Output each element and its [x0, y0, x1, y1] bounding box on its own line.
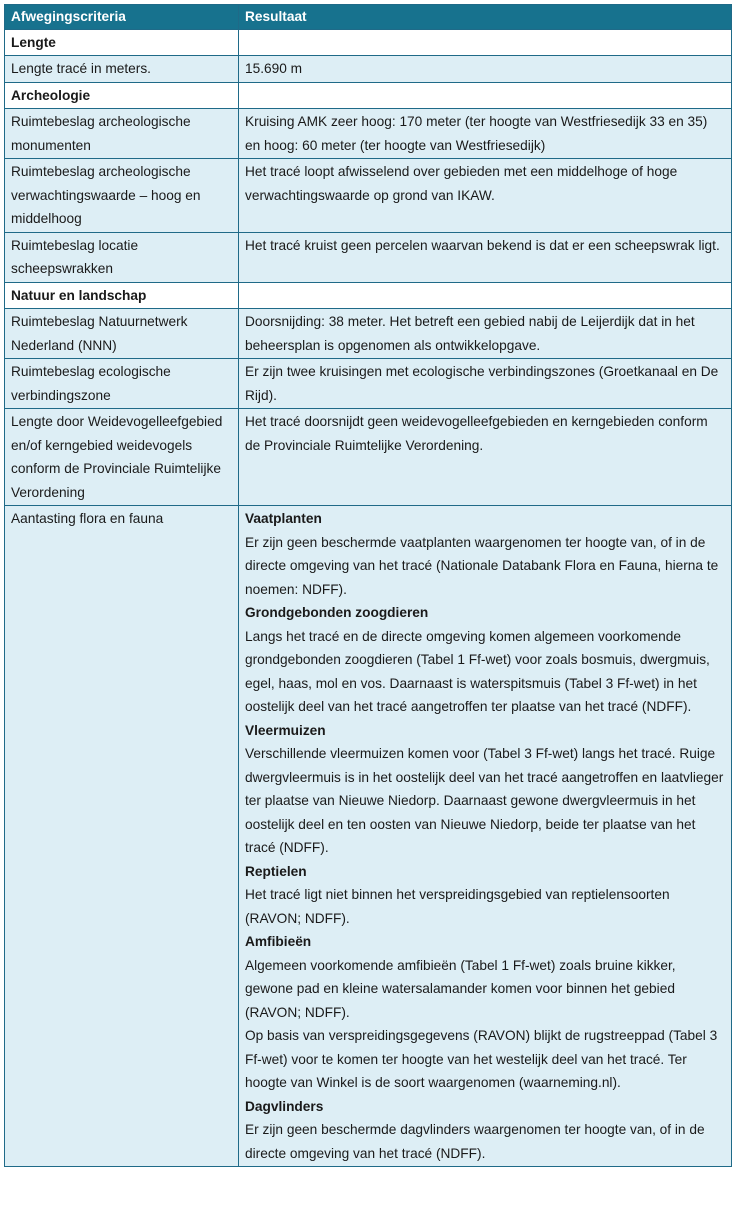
header-criteria: Afwegingscriteria [5, 5, 239, 30]
result-cell: Doorsnijding: 38 meter. Het betreft een gebied nabij de Leijerdijk dat in het beheersplan is opgenomen als ontwikkelopgave. [239, 309, 732, 359]
criterion-cell: Lengte tracé in meters. [5, 56, 239, 83]
section-title: Lengte [5, 29, 239, 56]
criteria-table [4, 4, 732, 1167]
result-cell-flora-fauna [239, 506, 732, 1167]
section-row-lengte [5, 29, 732, 56]
result-cell: Het tracé doorsnijdt geen weidevogelleefgebieden en kerngebieden conform de Provinciale Ruimtelijke Verordening. [239, 409, 732, 506]
table-row [5, 359, 732, 409]
group-heading-vleermuizen: Vleermuizen [245, 722, 326, 738]
section-title: Natuur en landschap [5, 282, 239, 309]
table-row [5, 409, 732, 506]
section-empty-cell [239, 282, 732, 309]
criterion-cell: Ruimtebeslag archeologische monumenten [5, 109, 239, 159]
table-row [5, 159, 732, 233]
group-paragraph: Langs het tracé en de directe omgeving komen algemeen voorkomende grondgebonden zoogdieren (Tabel 1 Ff-wet) voor zoals bosmuis, dwergmuis, egel, haas, mol en vos. Daarnaast is waterspitsmuis (Tabel 3 Ff-wet) in het oostelijk deel van het tracé aangetroffen ter plaatse van het tracé (NDFF). [245, 628, 710, 714]
result-cell: 15.690 m [239, 56, 732, 83]
group-paragraph: Op basis van verspreidingsgegevens (RAVON) blijkt de rugstreeppad (Tabel 3 Ff-wet) voor te komen ter hoogte van het westelijk deel van het tracé. Ter hoogte van Winkel is de soort waargenomen (waarneming.nl). [245, 1028, 718, 1090]
section-empty-cell [239, 82, 732, 109]
table-row [5, 232, 732, 282]
group-heading-dagvlinders: Dagvlinders [245, 1098, 324, 1114]
group-paragraph: Verschillende vleermuizen komen voor (Tabel 3 Ff-wet) langs het tracé. Ruige dwergvleermuis is in het oostelijk deel van het tracé aangetroffen en laatvlieger ter plaatse van Nieuwe Niedorp. Daarnaast gewone dwergvleermuis in het oostelijk deel en ten oosten van Nieuwe Niedorp, beide ter plaatse van het tracé (NDFF). [245, 746, 724, 855]
criterion-cell: Ruimtebeslag archeologische verwachtingswaarde – hoog en middelhoog [5, 159, 239, 233]
document [4, 4, 731, 1167]
group-paragraph: Het tracé ligt niet binnen het verspreidingsgebied van reptielensoorten (RAVON; NDFF). [245, 887, 670, 926]
group-heading-grondgebonden-zoogdieren: Grondgebonden zoogdieren [245, 605, 429, 620]
group-heading-reptielen: Reptielen [245, 863, 307, 879]
criterion-cell: Ruimtebeslag locatie scheepswrakken [5, 232, 239, 282]
table-row [5, 109, 732, 159]
table-row [5, 56, 732, 83]
table-header-row [5, 5, 732, 30]
result-cell: Het tracé kruist geen percelen waarvan bekend is dat er een scheepswrak ligt. [239, 232, 732, 282]
section-empty-cell [239, 29, 732, 56]
group-paragraph: Algemeen voorkomende amfibieën (Tabel 1 Ff-wet) zoals bruine kikker, gewone pad en kleine watersalamander komen voor binnen het gebied (RAVON; NDFF). [245, 957, 676, 1020]
table-row-flora-fauna [5, 506, 732, 1167]
group-paragraph: Er zijn geen beschermde vaatplanten waargenomen ter hoogte van, of in de directe omgeving van het tracé (Nationale Databank Flora en Fauna, hierna te noemen: NDFF). [245, 534, 719, 597]
header-result: Resultaat [239, 5, 732, 30]
section-row-natuur-en-landschap [5, 282, 732, 309]
result-cell: Er zijn twee kruisingen met ecologische verbindingszones (Groetkanaal en De Rijd). [239, 359, 732, 409]
criterion-cell: Ruimtebeslag Natuurnetwerk Nederland (NNN) [5, 309, 239, 359]
criterion-cell: Lengte door Weidevogelleefgebied en/of kerngebied weidevogels conform de Provinciale Ruimtelijke Verordening [5, 409, 239, 506]
criterion-cell: Aantasting flora en fauna [5, 506, 239, 1167]
section-title: Archeologie [5, 82, 239, 109]
result-cell: Kruising AMK zeer hoog: 170 meter (ter hoogte van Westfriesedijk 33 en 35) en hoog: 60 meter (ter hoogte van Westfriesedijk) [239, 109, 732, 159]
table-row [5, 309, 732, 359]
group-paragraph: Er zijn geen beschermde dagvlinders waargenomen ter hoogte van, of in de directe omgeving van het tracé (NDFF). [245, 1122, 705, 1161]
group-heading-vaatplanten: Vaatplanten [245, 511, 322, 526]
result-cell: Het tracé loopt afwisselend over gebieden met een middelhoge of hoge verwachtingswaarde op grond van IKAW. [239, 159, 732, 233]
criterion-cell: Ruimtebeslag ecologische verbindingszone [5, 359, 239, 409]
group-heading-amfibieen: Amfibieën [245, 934, 312, 949]
section-row-archeologie [5, 82, 732, 109]
